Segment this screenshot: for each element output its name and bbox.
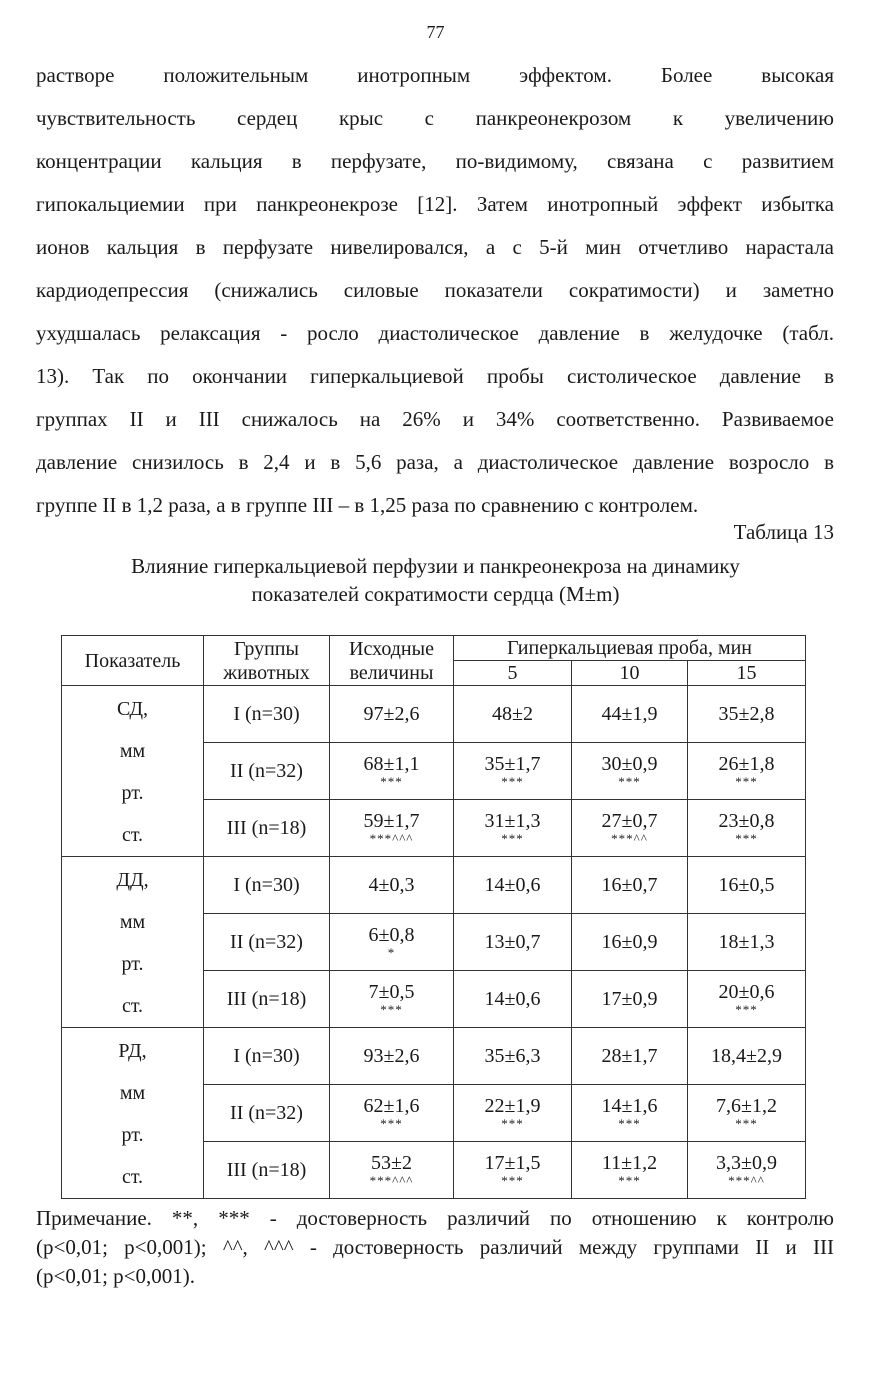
cell-value: 20±0,6 [718, 981, 775, 1003]
cell-value: 17±1,5 [484, 1152, 541, 1174]
group-cell: III (n=18) [204, 971, 330, 1028]
value-cell [454, 971, 572, 1028]
text-line: чувствительность сердец крыс с панкреонекрозом к увеличению [36, 106, 834, 130]
value-cell [330, 800, 454, 857]
text-line: давление снизилось в 2,4 и в 5,6 раза, а диастолическое давление возросло в [36, 450, 834, 474]
significance-mark: ***^^ [728, 1173, 765, 1188]
value-cell [688, 1142, 806, 1199]
cell-value: 13±0,7 [484, 931, 541, 953]
significance-mark: *** [380, 1116, 403, 1131]
value-cell [454, 857, 572, 914]
cell-value: 16±0,9 [601, 931, 658, 953]
cell-value: 18±1,3 [718, 931, 775, 953]
header-min-5: 5 [454, 661, 572, 686]
text-line: кардиодепрессия (снижались силовые показатели сократимости) и заметно [36, 278, 834, 302]
value-cell [688, 743, 806, 800]
significance-mark: *** [380, 1002, 403, 1017]
significance-mark: *** [501, 831, 524, 846]
significance-mark: *** [735, 1116, 758, 1131]
header-baseline [330, 636, 454, 686]
header-baseline-line2: величины [349, 661, 434, 684]
parameter-label-line: мм [119, 911, 146, 933]
table-row [62, 1028, 806, 1085]
note-line: (p<0,01; p<0,001); ^^, ^^^ - достоверность различий между группами II и III [36, 1235, 834, 1259]
parameter-cell [62, 686, 204, 857]
parameter-label-line: рт. [121, 953, 144, 975]
significance-mark: *** [618, 1173, 641, 1188]
cell-value: 35±6,3 [484, 1045, 541, 1067]
parameter-label-line: ст. [121, 824, 144, 846]
value-cell [330, 914, 454, 971]
cell-value: 30±0,9 [601, 753, 658, 775]
cell-value: 59±1,7 [363, 810, 420, 832]
header-parameter: Показатель [62, 636, 204, 686]
cell-value: 68±1,1 [363, 753, 420, 775]
value-cell [572, 857, 688, 914]
header-groups-line1: Группы [234, 637, 299, 660]
cell-value: 28±1,7 [601, 1045, 658, 1067]
cell-value: 35±2,8 [718, 703, 775, 725]
caption-line: показателей сократимости сердца (M±m) [251, 582, 620, 606]
value-cell [688, 971, 806, 1028]
value-cell [454, 743, 572, 800]
value-cell [688, 800, 806, 857]
cell-value: 53±2 [371, 1152, 412, 1174]
note-line: (p<0,01; p<0,001). [36, 1264, 196, 1288]
cell-value: 14±0,6 [484, 988, 541, 1010]
value-cell [572, 743, 688, 800]
parameter-label-line: ДД, [116, 869, 149, 891]
cell-value: 22±1,9 [484, 1095, 541, 1117]
body-paragraph [36, 54, 834, 527]
value-cell [330, 686, 454, 743]
significance-mark: *** [735, 831, 758, 846]
table-caption [0, 552, 871, 608]
cell-value: 6±0,8 [368, 924, 415, 946]
header-groups [204, 636, 330, 686]
parameter-label-line: рт. [121, 1124, 144, 1146]
group-cell: I (n=30) [204, 1028, 330, 1085]
cell-value: 17±0,9 [601, 988, 658, 1010]
text-line: концентрации кальция в перфузате, по-видимому, связана с развитием [36, 149, 834, 173]
parameter-label-line: ст. [121, 1166, 144, 1188]
cell-value: 7±0,5 [368, 981, 415, 1003]
value-cell [572, 971, 688, 1028]
group-cell: II (n=32) [204, 914, 330, 971]
value-cell [688, 914, 806, 971]
text-line: группе II в 1,2 раза, а в группе III – в 1,25 раза по сравнению с контролем. [36, 493, 699, 517]
group-cell: III (n=18) [204, 800, 330, 857]
value-cell [330, 1142, 454, 1199]
significance-mark: *** [735, 774, 758, 789]
significance-mark: *** [501, 1116, 524, 1131]
table-label: Таблица 13 [733, 520, 834, 544]
group-cell: I (n=30) [204, 857, 330, 914]
value-cell [688, 1085, 806, 1142]
value-cell [454, 1142, 572, 1199]
cell-value: 16±0,7 [601, 874, 658, 896]
group-cell: II (n=32) [204, 743, 330, 800]
header-test: Гиперкальциевая проба, мин [454, 636, 806, 661]
cell-value: 27±0,7 [601, 810, 658, 832]
significance-mark: *** [380, 774, 403, 789]
page-number: 77 [426, 22, 445, 42]
significance-mark: *** [735, 1002, 758, 1017]
value-cell [454, 1085, 572, 1142]
table-note [36, 1204, 834, 1291]
parameter-label-line: СД, [117, 698, 148, 720]
cell-value: 14±0,6 [484, 874, 541, 896]
header-groups-line2: животных [223, 661, 310, 684]
cell-value: 44±1,9 [601, 703, 658, 725]
caption-line: Влияние гиперкальциевой перфузии и панкреонекроза на динамику [131, 554, 740, 578]
parameter-label-line: рт. [121, 782, 144, 804]
text-line: 13). Так по окончании гиперкальциевой пробы систолическое давление в [36, 364, 834, 388]
text-line: ухудшалась релаксация - росло диастолическое давление в желудочке (табл. [36, 321, 834, 345]
value-cell [330, 971, 454, 1028]
cell-value: 14±1,6 [601, 1095, 658, 1117]
parameter-label-line: ст. [121, 995, 144, 1017]
value-cell [572, 1085, 688, 1142]
significance-mark: *** [618, 1116, 641, 1131]
parameter-label-line: мм [119, 1082, 146, 1104]
group-cell: I (n=30) [204, 686, 330, 743]
header-baseline-line1: Исходные [349, 637, 434, 660]
value-cell [454, 914, 572, 971]
value-cell [330, 1028, 454, 1085]
parameter-cell [62, 1028, 204, 1199]
value-cell [572, 800, 688, 857]
cell-value: 62±1,6 [363, 1095, 420, 1117]
significance-mark: *** [501, 1173, 524, 1188]
table-row [62, 686, 806, 743]
cell-value: 4±0,3 [368, 874, 415, 896]
value-cell [688, 857, 806, 914]
value-cell [572, 914, 688, 971]
significance-mark: ***^^^ [369, 1173, 414, 1188]
header-min-10: 10 [572, 661, 688, 686]
cell-value: 23±0,8 [718, 810, 775, 832]
table-body [62, 686, 806, 1199]
text-line: растворе положительным инотропным эффектом. Более высокая [36, 63, 834, 87]
significance-mark: * [387, 945, 396, 960]
value-cell [330, 743, 454, 800]
cell-value: 3,3±0,9 [716, 1152, 777, 1174]
cell-value: 93±2,6 [363, 1045, 420, 1067]
value-cell [454, 1028, 572, 1085]
significance-mark: *** [501, 774, 524, 789]
cell-value: 7,6±1,2 [716, 1095, 777, 1117]
value-cell [572, 1142, 688, 1199]
value-cell [330, 1085, 454, 1142]
group-cell: III (n=18) [204, 1142, 330, 1199]
group-cell: II (n=32) [204, 1085, 330, 1142]
significance-mark: *** [618, 774, 641, 789]
significance-mark: ***^^ [611, 831, 648, 846]
parameter-label-line: РД, [118, 1040, 147, 1062]
parameter-label-line: мм [119, 740, 146, 762]
cell-value: 16±0,5 [718, 874, 775, 896]
significance-mark: ***^^^ [369, 831, 414, 846]
value-cell [572, 686, 688, 743]
cell-value: 31±1,3 [484, 810, 541, 832]
value-cell [454, 800, 572, 857]
cell-value: 26±1,8 [718, 753, 775, 775]
cell-value: 35±1,7 [484, 753, 541, 775]
contractility-table [61, 635, 806, 1199]
note-line: Примечание. **, *** - достоверность различий по отношению к контролю [36, 1206, 834, 1230]
cell-value: 48±2 [492, 703, 533, 725]
value-cell [454, 686, 572, 743]
value-cell [688, 686, 806, 743]
text-line: группах II и III снижалось на 26% и 34% соответственно. Развиваемое [36, 407, 834, 431]
header-min-15: 15 [688, 661, 806, 686]
value-cell [330, 857, 454, 914]
text-line: гипокальциемии при панкреонекрозе [12]. Затем инотропный эффект избытка [36, 192, 834, 216]
table-row [62, 857, 806, 914]
value-cell [688, 1028, 806, 1085]
value-cell [572, 1028, 688, 1085]
cell-value: 97±2,6 [363, 703, 420, 725]
cell-value: 18,4±2,9 [711, 1045, 782, 1067]
text-line: ионов кальция в перфузате нивелировался, а с 5-й мин отчетливо нарастала [36, 235, 834, 259]
parameter-cell [62, 857, 204, 1028]
cell-value: 11±1,2 [601, 1152, 658, 1174]
